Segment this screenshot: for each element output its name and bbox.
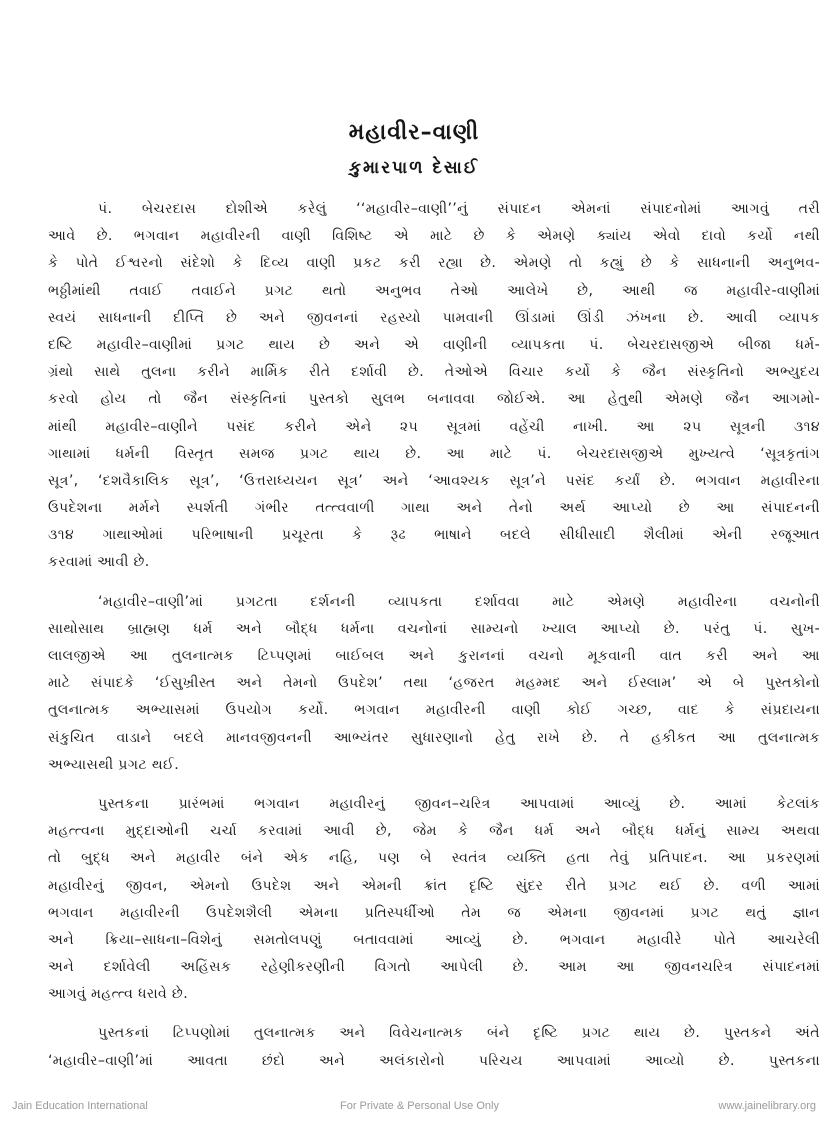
text-line: કરવો હોય તો જૈન સંસ્કૃતિનાં પુસ્તકો સુલભ બનાવવા જોઈએ. આ હેતુથી એમણે જૈન આગમો- bbox=[48, 391, 820, 408]
paragraph-spacer bbox=[48, 779, 820, 791]
text-line: ૩૧૪ ગાથાઓમાં પરિભાષાની પ્રચૂરતા કે રૂઢ ભાષાને બદલે સીધીસાદી શૈલીમાં એની રજૂઆત bbox=[48, 527, 820, 544]
text-line: પુસ્તકના પ્રારંભમાં ભગવાન મહાવીરનું જીવન–ચરિત્ર આપવામાં આવ્યું છે. આમાં કેટલાંક bbox=[98, 795, 820, 812]
article-title: મહાવીર–વાણી bbox=[348, 120, 480, 145]
paragraph-spacer bbox=[48, 1008, 820, 1020]
paragraph-spacer bbox=[48, 577, 820, 589]
footer-usage-note: For Private & Personal Use Only bbox=[340, 1100, 499, 1112]
text-line: સૂત્ર’, ‘દશવૈકાલિક સૂત્ર’, ‘ઉત્તરાધ્યયન સૂત્ર’ અને ‘આવશ્યક સૂત્ર’ને પસંદ કર્યાં છે. ભગવાન મહાવીરના bbox=[48, 472, 820, 489]
text-line: આગવું મહત્ત્વ ધરાવે છે. bbox=[48, 986, 189, 1003]
text-line: કરવામાં આવી છે. bbox=[48, 554, 150, 571]
text-line: પુસ્તકનાં ટિપ્પણોમાં તુલનાત્મક અને વિવેચનાત્મક બંને દૃષ્ટિ પ્રગટ થાય છે. પુસ્તકને અંતે bbox=[98, 1025, 820, 1042]
text-line: ભગવાન મહાવીરની ઉપદેશશૈલી એમના પ્રતિસ્પર્ધીઓ તેમ જ એમના જીવનમાં પ્રગટ થતું જ્ઞાન bbox=[48, 904, 820, 921]
text-line: ગ્રંથો સાથે તુલના કરીને માર્મિક રીતે દર્શાવી છે. તેઓએ વિચાર કર્યો કે જૈન સંસ્કૃતિનો અભ્યુદય bbox=[48, 364, 820, 381]
text-line: માટે સંપાદકે ‘ઈસુખ્રીસ્ત અને તેમનો ઉપદેશ’ તથા ‘હજરત મહમ્મદ અને ઈસ્લામ’ એ બે પુસ્તકોનો bbox=[48, 675, 820, 692]
text-line: મહાવીરનું જીવન, એમનો ઉપદેશ અને એમની ક્રાંત દૃષ્ટિ સુંદર રીતે પ્રગટ થઈ છે. વળી આમાં bbox=[48, 877, 820, 894]
paragraph-2 bbox=[48, 589, 820, 779]
text-line: ગાથામાં ધર્મની વિસ્તૃત સમજ પ્રગટ થાય છે. આ માટે પં. બેચરદાસજીએ મુખ્યત્વે ‘સૂત્રકૃતાંગ bbox=[48, 445, 820, 462]
text-line: સંકુચિત વાડાને બદલે માનવજીવનની આભ્યંતર સુધારણાનો હેતુ રાખે છે. તે હકીકત આ તુલનાત્મક bbox=[48, 729, 820, 746]
paragraph-4 bbox=[48, 1020, 820, 1074]
text-line: માંથી મહાવીર–વાણીને પસંદ કરીને એને ૨૫ સૂત્રમાં વહેંચી નાખી. આ ૨૫ સૂત્રની ૩૧૪ bbox=[48, 418, 820, 435]
text-line: ઉપદેશના મર્મને સ્પર્શતી ગંભીર તત્ત્વવાળી ગાથા અને તેનો અર્થ આપ્યો છે આ સંપાદનની bbox=[48, 500, 820, 517]
text-line: દષ્ટિ મહાવીર–વાણીમાં પ્રગટ થાય છે અને એ વાણીની વ્યાપકતા પં. બેચરદાસજીએ બીજા ધર્મ- bbox=[48, 336, 820, 353]
article-body bbox=[48, 196, 820, 1075]
text-line: ભઠ્ઠીમાંથી તવાઈ તવાઈને પ્રગટ થતો અનુભવ તેઓ આલેખે છે, આથી જ મહાવીર-વાણીમાં bbox=[48, 282, 820, 299]
paragraph-1 bbox=[48, 196, 820, 577]
text-line: પં. બેચરદાસ દોશીએ કરેલું ‘‘મહાવીર–વાણી’’નું સંપાદન એમનાં સંપાદનોમાં આગવું તરી bbox=[98, 201, 820, 217]
paragraph-3 bbox=[48, 791, 820, 1009]
footer-website-link[interactable]: www.jainelibrary.org bbox=[718, 1100, 816, 1112]
footer-publisher: Jain Education International bbox=[12, 1100, 148, 1112]
text-line: અભ્યાસથી પ્રગટ થઈ. bbox=[48, 756, 180, 773]
article-author: કુમારપાળ દેસાઈ bbox=[349, 158, 479, 178]
text-line: લાલજીએ આ તુલનાત્મક ટિપ્પણમાં બાઈબલ અને કુરાનનાં વચનો મૂકવાની વાત કરી અને આ bbox=[48, 648, 820, 664]
text-line: ‘મહાવીર–વાણી’માં પ્રગટતા દર્શનની વ્યાપકતા દર્શાવવા માટે એમણે મહાવીરના વચનોની bbox=[98, 593, 820, 610]
text-line: તો બુદ્ધ અને મહાવીર બંને એક નહિ, પણ બે સ્વતંત્ર વ્યક્તિ હતા તેવું પ્રતિપાદન. આ પ્રકરણમાં bbox=[48, 850, 820, 867]
text-line: મહત્ત્વના મુદ્દાઓની ચર્ચા કરવામાં આવી છે, જેમ કે જૈન ધર્મ અને બૌદ્ધ ધર્મનું સામ્ય અથવા bbox=[48, 823, 820, 840]
text-line: તુલનાત્મક અભ્યાસમાં ઉપયોગ કર્યો. ભગવાન મહાવીરની વાણી કોઈ ગચ્છ, વાદ કે સંપ્રદાયના bbox=[48, 702, 820, 719]
text-line: સ્વયં સાધનાની દીપ્તિ છે અને જીવનનાં રહસ્યો પામવાની ઊંડામાં ઊંડી ઝંખના છે. આવી વ્યાપક bbox=[48, 309, 820, 326]
text-line: અને દર્શાવેલી અહિંસક રહેણીકરણીની વિગતો આપેલી છે. આમ આ જીવનચરિત્ર સંપાદનમાં bbox=[48, 959, 820, 976]
text-line: કે પોતે ઈશ્વરનો સંદેશો કે દિવ્ય વાણી પ્રકટ કરી રહ્યા છે. એમણે તો કહ્યું છે કે સાધનાની અનુભવ- bbox=[48, 255, 820, 272]
text-line: ‘મહાવીર–વાણી’માં આવતા છંદો અને અલંકારોનો પરિચય આપવામાં આવ્યો છે. પુસ્તકના bbox=[48, 1052, 820, 1069]
text-line: આવે છે. ભગવાન મહાવીરની વાણી વિશિષ્ટ એ માટે છે કે એમણે ક્યાંય એવો દાવો કર્યો નથી bbox=[48, 228, 820, 245]
text-line: અને ક્રિયા–સાધના–વિશેનું સમતોલપણું બતાવવામાં આવ્યું છે. ભગવાન મહાવીરે પોતે આચરેલી bbox=[48, 931, 820, 948]
page-footer bbox=[0, 1100, 828, 1120]
text-line: સાથોસાથ બ્રાહ્મણ ધર્મ અને બૌદ્ધ ધર્મના વચનોનાં સામ્યનો ખ્યાલ આપ્યો છે. પરંતુ પં. સુખ- bbox=[48, 620, 820, 637]
